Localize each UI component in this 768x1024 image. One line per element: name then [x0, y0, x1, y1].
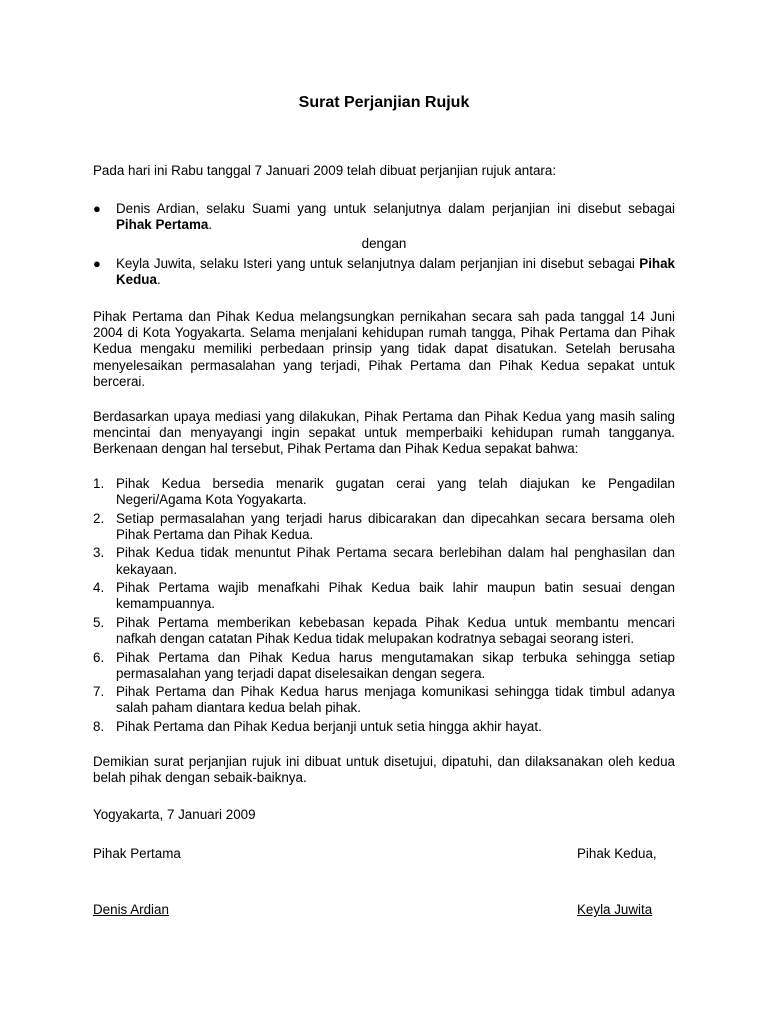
agreement-number: 2.: [93, 510, 105, 526]
intro-text: Pada hari ini Rabu tanggal 7 Januari 2009 telah dibuat perjanjian rujuk antara:: [93, 163, 557, 178]
agreement-item: [93, 476, 675, 508]
agreement-number: 4.: [93, 580, 105, 596]
agreement-list: [93, 476, 675, 737]
agreement-item: [93, 719, 675, 735]
party-second-end: .: [156, 272, 161, 288]
agreement-number: 7.: [93, 684, 105, 700]
agreement-text: Pihak Pertama wajib menafkahi Pihak Kedua baik lahir maupun batin sesuai dengan kemampuannya.: [116, 580, 675, 612]
agreement-number: 3.: [93, 545, 105, 561]
agreement-item: [93, 684, 675, 716]
agreement-item: [93, 545, 675, 577]
place-date: Yogyakarta, 7 Januari 2009: [93, 807, 256, 822]
party-first-role: Pihak Pertama: [116, 217, 209, 233]
agreement-text: Pihak Pertama memberikan kebebasan kepada Pihak Kedua untuk membantu mencari nafkah dengan catatan Pihak Kedua tidak melupakan kodratnya sebagai seorang isteri.: [116, 614, 675, 647]
party-second-text: [116, 256, 675, 288]
signature-label-second: Pihak Kedua,: [577, 846, 657, 861]
bullet-icon: ●: [93, 256, 101, 271]
paragraph-background: Pihak Pertama dan Pihak Kedua melangsungkan pernikahan secara sah pada tanggal 14 Juni 2004 di Kota Yogyakarta. Selama menjalani kehidupan rumah tangga, Pihak Pertama dan Pihak Kedua mengaku memiliki perbedaan prinsip yang tidak dapat disatukan. Setelah berusaha menyelesaikan permasalahan yang terjadi, Pihak Pertama dan Pihak Kedua sepakat untuk bercerai.: [93, 309, 675, 389]
agreement-text: Pihak Kedua tidak menuntut Pihak Pertama secara berlebihan dalam hal penghasilan dan kekayaan.: [116, 545, 675, 577]
paragraph-mediation: Berdasarkan upaya mediasi yang dilakukan, Pihak Pertama dan Pihak Kedua yang masih saling mencintai dan menyayangi ingin sepakat untuk memperbaiki kehidupan rumah tangganya. Berkenaan dengan hal tersebut, Pihak Pertama dan Pihak Kedua sepakat bahwa:: [93, 409, 675, 457]
agreement-item: [93, 580, 675, 612]
agreement-number: 5.: [93, 614, 105, 630]
signature-label-first: Pihak Pertama: [93, 846, 181, 861]
agreement-number: 1.: [93, 476, 105, 491]
party-second-item: [93, 256, 675, 288]
agreement-text: Setiap permasalahan yang terjadi harus dibicarakan dan dipecahkan secara bersama oleh Pihak Pertama dan Pihak Kedua.: [116, 510, 675, 542]
bullet-icon: ●: [93, 201, 101, 216]
agreement-text: Pihak Pertama dan Pihak Kedua harus mengutamakan sikap terbuka sehingga setiap permasalahan yang terjadi dapat diselesaikan dengan segera.: [116, 649, 675, 681]
agreement-text: Pihak Pertama dan Pihak Kedua berjanji untuk setia hingga akhir hayat.: [116, 718, 542, 734]
agreement-text: Pihak Kedua bersedia menarik gugatan cerai yang telah diajukan ke Pengadilan Negeri/Agama Kota Yogyakarta.: [116, 476, 675, 508]
party-first-description: Denis Ardian, selaku Suami yang untuk selanjutnya dalam perjanjian ini disebut sebagai: [116, 201, 675, 216]
party-second-role: Pihak Kedua: [116, 256, 675, 288]
agreement-number: 6.: [93, 649, 105, 665]
agreement-number: 8.: [93, 718, 105, 734]
party-second-description: Keyla Juwita, selaku Isteri yang untuk selanjutnya dalam perjanjian ini disebut sebagai: [116, 256, 640, 271]
signature-name-second: Keyla Juwita: [577, 902, 653, 917]
agreement-text: Pihak Pertama dan Pihak Kedua harus menjaga komunikasi sehingga tidak timbul adanya salah paham diantara kedua belah pihak.: [116, 684, 675, 716]
agreement-item: [93, 615, 675, 647]
document-title: Surat Perjanjian Rujuk: [298, 94, 470, 111]
party-first-item: [93, 201, 675, 233]
agreement-item: [93, 511, 675, 543]
party-first-end: .: [208, 217, 213, 233]
agreement-item: [93, 650, 675, 682]
signature-name-first: Denis Ardian: [93, 902, 169, 917]
party-first-text: [116, 201, 675, 233]
closing-paragraph: Demikian surat perjanjian rujuk ini dibuat untuk disetujui, dipatuhi, dan dilaksanakan oleh kedua belah pihak dengan sebaik-baiknya.: [93, 754, 675, 786]
connector-text: dengan: [361, 236, 407, 251]
